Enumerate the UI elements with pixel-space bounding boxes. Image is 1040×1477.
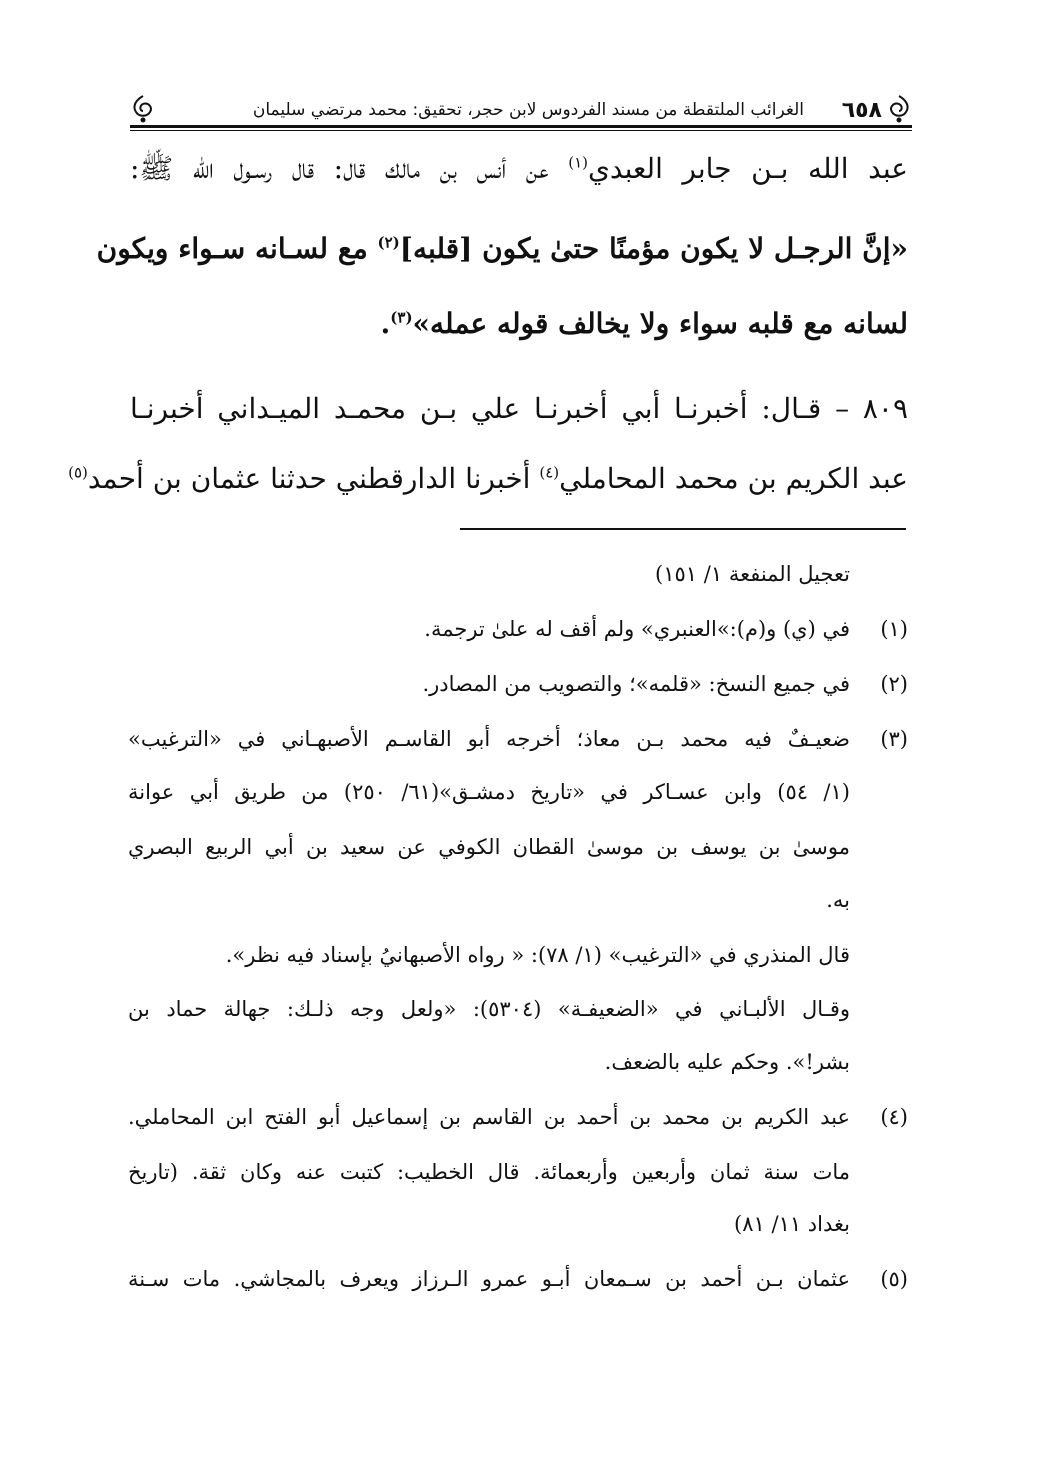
page-header bbox=[130, 92, 912, 132]
ornament-icon bbox=[130, 94, 156, 124]
footnote-text: بشر!». وحكم عليه بالضعف. bbox=[604, 1050, 850, 1074]
footnote-number: (٢) bbox=[880, 672, 908, 696]
footnote-ref[interactable]: (١) bbox=[568, 153, 588, 172]
footnote-text: (١/ ٥٤) وابن عسـاكر في «تاريخ دمشـق»(٦١/ ٢٥٠) من طريق أبي عوانة bbox=[128, 780, 850, 804]
footnote-text: عثمان بـن أحمد بن سـمعان أبـو عمرو الـرزاز ويعرف بالمجاشي. مات سـنة bbox=[128, 1267, 850, 1291]
page-number: ٦٥٨ bbox=[841, 98, 882, 123]
footnote-ref[interactable]: (٢) bbox=[377, 233, 400, 252]
running-title: الغرائب الملتقطة من مسند الفردوس لابن حجر، تحقيق: محمد مرتضي سليمان bbox=[252, 100, 804, 120]
footnote-separator bbox=[460, 528, 906, 530]
footnote-text: قال المنذري في «الترغيب» (١/ ٧٨): « رواه الأصبهانيُ بإسناد فيه نظر». bbox=[225, 943, 850, 967]
footnote-text: عبد الكريم بن محمد بن أحمد بن القاسم بن إسماعيل أبو الفتح ابن المحاملي. bbox=[128, 1105, 850, 1129]
footnote-text: في جميع النسخ: «قلمه»؛ والتصويب من المصادر. bbox=[422, 672, 850, 696]
footnote-ref[interactable]: (٥) bbox=[68, 463, 88, 482]
footnote-number: (٤) bbox=[880, 1105, 908, 1129]
header-rule bbox=[130, 125, 912, 128]
hadith-text-line: «إنَّ الرجـل لا يكون مؤمنًا حتىٰ يكون [قلبه]$^{(٢)}$ مع لسـانه سـواء ويكون bbox=[96, 232, 908, 265]
footnote-number: (٣) bbox=[880, 727, 908, 751]
footnote-ref[interactable]: (٤) bbox=[539, 463, 560, 482]
footnote-text: موسىٰ بن يوسف بن موسىٰ القطان الكوفي عن سعيد بن أبي الربيع البصري bbox=[128, 835, 850, 859]
footnote-continuation: تعجيل المنفعة ١/ ١٥١) bbox=[655, 562, 850, 586]
footnote-text: في (ي) و(م):»العنبري» ولم أقف له علىٰ ترجمة. bbox=[424, 617, 850, 641]
hadith-number-line: ٨٠٩ – قـال: أخبرنـا أبي أخبرنـا علي بـن محمـد الميـداني أخبرنـا bbox=[130, 392, 908, 425]
footnote-ref[interactable]: (٣) bbox=[390, 308, 413, 327]
main-text-line: عبد الله بـن جابر العبدي$^{(١)}$ عن أنس بن مالك قال: قال رسـول الله ﷺ: bbox=[130, 152, 908, 185]
main-text-line: عبد الكريم بن محمد المحاملي$^{(٤)}$ أخبرنا الدارقطني حدثنا عثمان بن أحمد$^{(٥)}$ bbox=[68, 462, 908, 495]
footnote-text: مات سنة ثمان وأربعين وأربعمائة. قال الخطيب: كتبت عنه وكان ثقة. (تاريخ bbox=[128, 1160, 850, 1184]
footnote-number: (٥) bbox=[880, 1267, 908, 1291]
footnote-number: (١) bbox=[880, 617, 908, 641]
footnote-text: وقـال الألبـاني في «الضعيفـة» (٥٣٠٤): «ولعل وجه ذلـك: جهالة حماد بن bbox=[128, 997, 851, 1021]
footnote-text: ضعيـفٌ فيه محمد بـن معاذ؛ أخرجه أبو القاسـم الأصبهـاني في «الترغيب» bbox=[128, 727, 850, 751]
header-rule-thin bbox=[130, 130, 912, 131]
hadith-text-line: لسانه مع قلبه سواء ولا يخالف قوله عمله»$^{(٣)}$. bbox=[380, 307, 908, 340]
ornament-icon bbox=[886, 94, 912, 124]
footnote-text: بغداد ١١/ ٨١) bbox=[734, 1212, 850, 1236]
footnote-text: به. bbox=[826, 888, 850, 912]
